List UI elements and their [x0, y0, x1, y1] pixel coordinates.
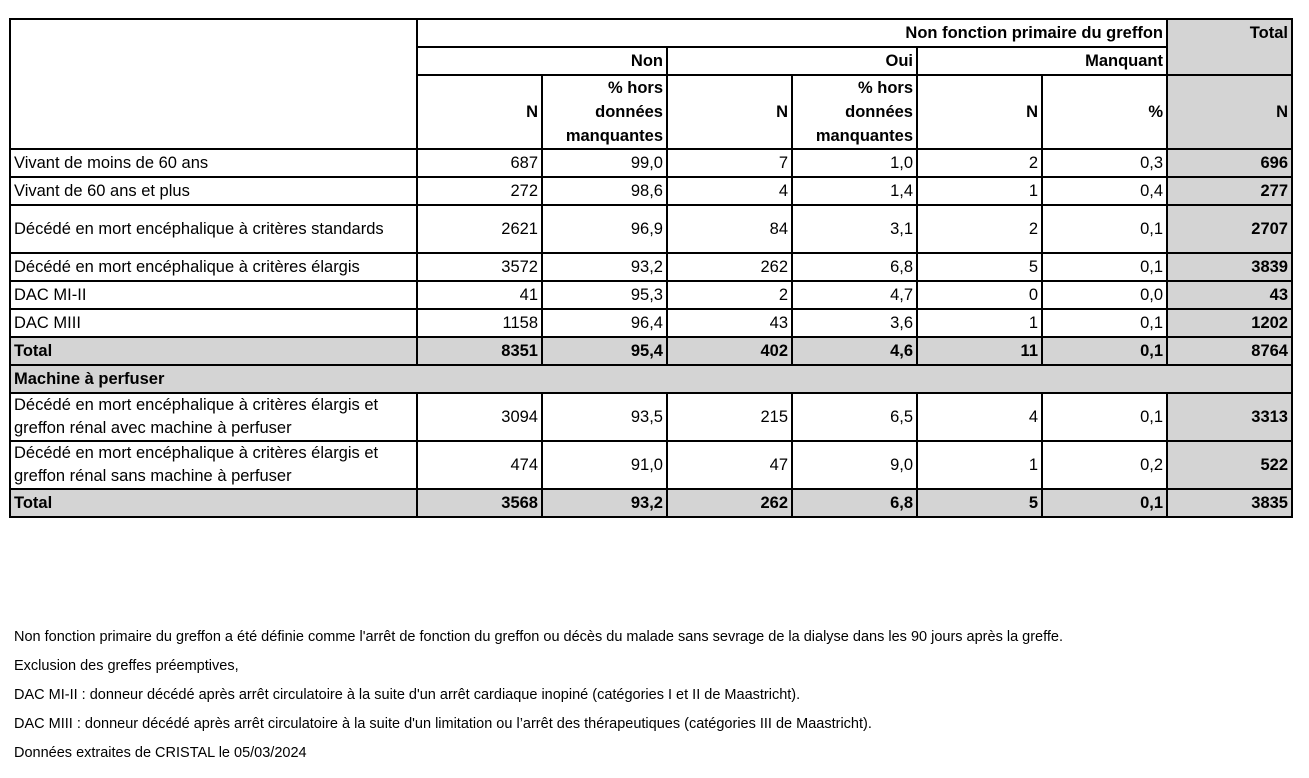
- total-non-n: 3568: [417, 489, 542, 517]
- cell-total: 3839: [1167, 253, 1292, 281]
- footnotes: [14, 626, 1063, 771]
- data-table: [9, 18, 1293, 518]
- footnote: DAC MI-II : donneur décédé après arrêt circulatoire à la suite d'un arrêt cardiaque inopiné (catégories I et II de Maastricht).: [14, 687, 801, 703]
- header-pct-oui: % hors données manquantes: [792, 75, 917, 149]
- header-n-non: N: [417, 75, 542, 149]
- table-row: [10, 393, 1292, 441]
- cell-oui-pct: 6,8: [792, 253, 917, 281]
- cell-non-n: 2621: [417, 205, 542, 253]
- cell-oui-pct: 1,4: [792, 177, 917, 205]
- header-group-label: Non fonction primaire du greffon: [417, 19, 1167, 47]
- cell-man-n: 1: [917, 177, 1042, 205]
- cell-man-n: 1: [917, 441, 1042, 489]
- cell-non-n: 41: [417, 281, 542, 309]
- cell-total: 2707: [1167, 205, 1292, 253]
- table-row: [10, 309, 1292, 337]
- cell-oui-n: 7: [667, 149, 792, 177]
- total-man-pct: 0,1: [1042, 489, 1167, 517]
- cell-non-pct: 96,4: [542, 309, 667, 337]
- total-total: 3835: [1167, 489, 1292, 517]
- cell-non-pct: 93,5: [542, 393, 667, 441]
- table-row: [10, 177, 1292, 205]
- cell-man-n: 1: [917, 309, 1042, 337]
- cell-man-n: 2: [917, 149, 1042, 177]
- cell-non-pct: 91,0: [542, 441, 667, 489]
- row-label: Décédé en mort encéphalique à critères standards: [10, 205, 417, 253]
- header-pct-non: % hors données manquantes: [542, 75, 667, 149]
- cell-oui-pct: 3,1: [792, 205, 917, 253]
- total-man-n: 5: [917, 489, 1042, 517]
- row-label: Vivant de 60 ans et plus: [10, 177, 417, 205]
- row-label: DAC MIII: [10, 309, 417, 337]
- cell-oui-n: 2: [667, 281, 792, 309]
- cell-man-n: 4: [917, 393, 1042, 441]
- cell-non-pct: 93,2: [542, 253, 667, 281]
- cell-man-n: 5: [917, 253, 1042, 281]
- cell-oui-n: 262: [667, 253, 792, 281]
- cell-non-n: 1158: [417, 309, 542, 337]
- table-row: [10, 281, 1292, 309]
- cell-non-n: 474: [417, 441, 542, 489]
- cell-man-pct: 0,1: [1042, 393, 1167, 441]
- total-total: 8764: [1167, 337, 1292, 365]
- table-row: [10, 441, 1292, 489]
- row-label: Vivant de moins de 60 ans: [10, 149, 417, 177]
- row-label: Décédé en mort encéphalique à critères élargis et greffon rénal sans machine à perfuser: [10, 441, 417, 489]
- footnote: Exclusion des greffes préemptives,: [14, 658, 239, 674]
- total-row: [10, 489, 1292, 517]
- cell-total: 277: [1167, 177, 1292, 205]
- cell-non-n: 272: [417, 177, 542, 205]
- total-label: Total: [10, 337, 417, 365]
- row-label: Décédé en mort encéphalique à critères élargis et greffon rénal avec machine à perfuser: [10, 393, 417, 441]
- cell-non-pct: 98,6: [542, 177, 667, 205]
- cell-oui-n: 84: [667, 205, 792, 253]
- cell-man-pct: 0,1: [1042, 309, 1167, 337]
- cell-total: 1202: [1167, 309, 1292, 337]
- cell-man-pct: 0,0: [1042, 281, 1167, 309]
- footnote: DAC MIII : donneur décédé après arrêt circulatoire à la suite d'un limitation ou l’arrêt des thérapeutiques (catégories III de Maastricht).: [14, 716, 872, 732]
- header-corner-low: [10, 75, 417, 149]
- cell-non-pct: 96,9: [542, 205, 667, 253]
- cell-non-pct: 95,3: [542, 281, 667, 309]
- header-oui-label: Oui: [667, 47, 917, 75]
- cell-total: 43: [1167, 281, 1292, 309]
- cell-oui-n: 4: [667, 177, 792, 205]
- cell-total: 522: [1167, 441, 1292, 489]
- header-n-total: N: [1167, 75, 1292, 149]
- cell-oui-pct: 1,0: [792, 149, 917, 177]
- section-title: Machine à perfuser: [10, 365, 1292, 393]
- total-non-n: 8351: [417, 337, 542, 365]
- total-label: Total: [10, 489, 417, 517]
- row-label: DAC MI-II: [10, 281, 417, 309]
- table-row: [10, 253, 1292, 281]
- cell-total: 696: [1167, 149, 1292, 177]
- cell-man-pct: 0,4: [1042, 177, 1167, 205]
- header-manquant-label: Manquant: [917, 47, 1167, 75]
- cell-man-pct: 0,1: [1042, 253, 1167, 281]
- cell-oui-pct: 4,7: [792, 281, 917, 309]
- total-man-n: 11: [917, 337, 1042, 365]
- cell-man-pct: 0,2: [1042, 441, 1167, 489]
- table-row: [10, 149, 1292, 177]
- total-oui-pct: 4,6: [792, 337, 917, 365]
- total-non-pct: 95,4: [542, 337, 667, 365]
- cell-man-pct: 0,1: [1042, 205, 1167, 253]
- total-oui-pct: 6,8: [792, 489, 917, 517]
- footnote: Données extraites de CRISTAL le 05/03/2024: [14, 745, 307, 761]
- cell-man-n: 0: [917, 281, 1042, 309]
- row-label: Décédé en mort encéphalique à critères élargis: [10, 253, 417, 281]
- total-oui-n: 262: [667, 489, 792, 517]
- header-n-manquant: N: [917, 75, 1042, 149]
- cell-man-n: 2: [917, 205, 1042, 253]
- cell-non-n: 3094: [417, 393, 542, 441]
- cell-non-n: 3572: [417, 253, 542, 281]
- header-corner-mid: [10, 47, 417, 75]
- header-non-label: Non: [417, 47, 667, 75]
- cell-oui-pct: 9,0: [792, 441, 917, 489]
- footnote: Non fonction primaire du greffon a été définie comme l'arrêt de fonction du greffon ou décès du malade sans sevrage de la dialyse dans les 90 jours après la greffe.: [14, 629, 1064, 645]
- cell-oui-pct: 3,6: [792, 309, 917, 337]
- total-row: [10, 337, 1292, 365]
- cell-non-pct: 99,0: [542, 149, 667, 177]
- cell-non-n: 687: [417, 149, 542, 177]
- cell-oui-n: 43: [667, 309, 792, 337]
- total-non-pct: 93,2: [542, 489, 667, 517]
- header-total-label: Total: [1167, 19, 1292, 75]
- cell-oui-n: 215: [667, 393, 792, 441]
- header-pct-manquant: %: [1042, 75, 1167, 149]
- section-row: [10, 365, 1292, 393]
- header-n-oui: N: [667, 75, 792, 149]
- cell-oui-pct: 6,5: [792, 393, 917, 441]
- cell-oui-n: 47: [667, 441, 792, 489]
- total-man-pct: 0,1: [1042, 337, 1167, 365]
- header-corner: [10, 19, 417, 47]
- total-oui-n: 402: [667, 337, 792, 365]
- cell-man-pct: 0,3: [1042, 149, 1167, 177]
- table-row: [10, 205, 1292, 253]
- cell-total: 3313: [1167, 393, 1292, 441]
